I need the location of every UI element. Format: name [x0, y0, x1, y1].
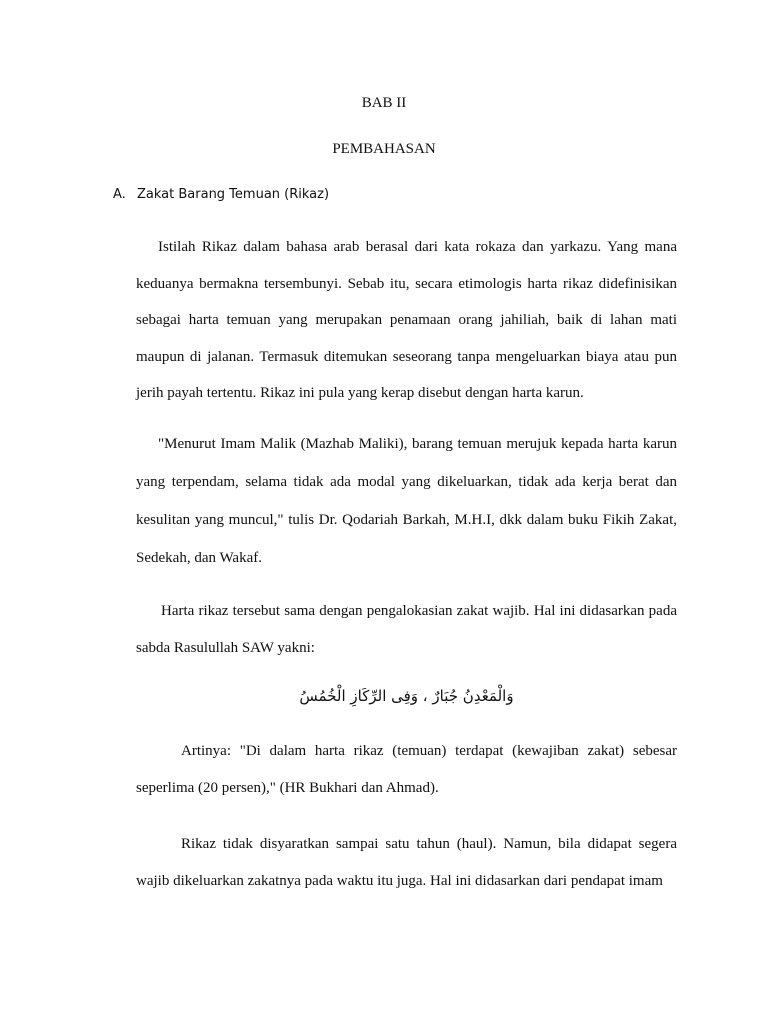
arabic-hadith-quote: وَالْمَعْدِنُ جُبَارٌ ، وَفِى الرِّكَازِ الْخُمُسُ	[299, 687, 514, 705]
section-heading	[113, 185, 329, 205]
paragraph-haul: Rikaz tidak disyaratkan sampai satu tahun (haul). Namun, bila didapat segera wajib dikeluarkan zakatnya pada waktu itu juga. Hal ini didasarkan dari pendapat imam	[136, 836, 677, 889]
paragraph-imam-malik: "Menurut Imam Malik (Mazhab Maliki), barang temuan merujuk kepada harta karun yang terpendam, selama tidak ada modal yang dikeluarkan, tidak ada kerja berat dan kesulitan yang muncul," tulis Dr. Qodariah Barkah, M.H.I, dkk dalam buku Fikih Zakat, Sedekah, dan Wakaf.	[136, 436, 677, 566]
paragraph-zakat-allocation: Harta rikaz tersebut sama dengan pengalokasian zakat wajib. Hal ini didasarkan pada sabda Rasulullah SAW yakni:	[136, 603, 677, 656]
chapter-number: BAB II	[361, 95, 407, 111]
paragraph-hadith-translation: Artinya: "Di dalam harta rikaz (temuan) terdapat (kewajiban zakat) sebesar seperlima (20 persen)," (HR Bukhari dan Ahmad).	[136, 743, 677, 796]
section-number: A.	[113, 187, 126, 202]
chapter-title: PEMBAHASAN	[332, 141, 436, 157]
section-title: Zakat Barang Temuan (Rikaz)	[137, 187, 330, 202]
paragraph-rikaz-definition: Istilah Rikaz dalam bahasa arab berasal dari kata rokaza dan yarkazu. Yang mana keduanya bermakna tersembunyi. Sebab itu, secara etimologis harta rikaz didefinisikan sebagai harta temuan yang merupakan penamaan orang jahiliah, baik di lahan mati maupun di jalanan. Termasuk ditemukan seseorang tanpa mengeluarkan biaya atau pun jerih payah tertentu. Rikaz ini pula yang kerap disebut dengan harta karun.	[136, 239, 677, 401]
